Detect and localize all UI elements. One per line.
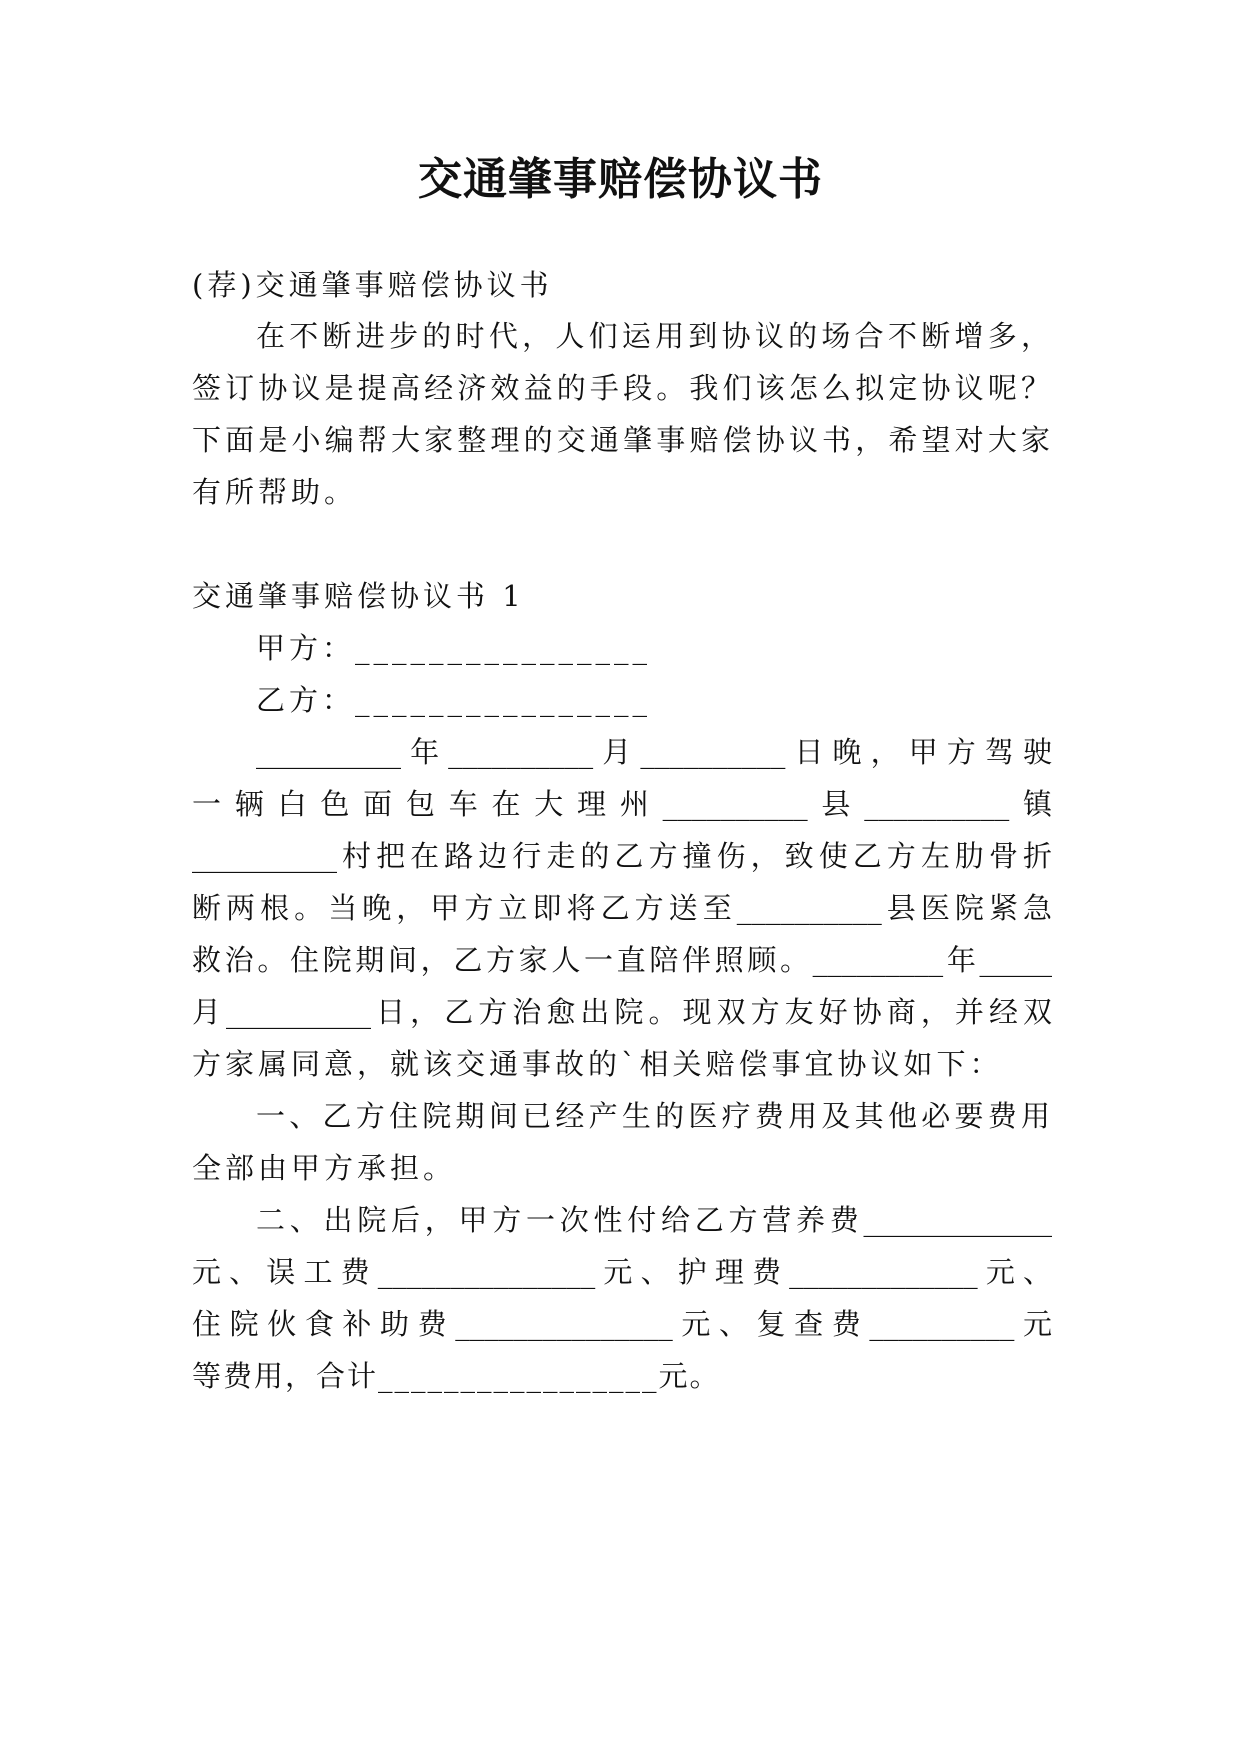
intro-paragraph-line-2: 签订协议是提高经济效益的手段。我们该怎么拟定协议呢？ [192,371,1052,405]
clause-1-line-2: 全部由甲方承担。 [192,1151,457,1185]
incident-paragraph-line-7: 方家属同意，就该交通事故的`相关赔偿事宜协议如下： [192,1047,1003,1081]
incident-paragraph-line-3: __________村把在路边行走的乙方撞伤，致使乙方左肋骨折 [192,839,1052,873]
section-heading: 交通肇事赔偿协议书 1 [192,579,525,613]
incident-paragraph-line-1: __________年__________月__________日晚，甲方驾驶 [256,735,1052,769]
document-title: 交通肇事赔偿协议书 [418,154,823,205]
recommended-heading: (荐)交通肇事赔偿协议书 [192,268,553,302]
incident-paragraph-line-6: 月__________日，乙方治愈出院。现双方友好协商，并经双 [192,995,1052,1029]
incident-paragraph-line-4: 断两根。当晚，甲方立即将乙方送至__________县医院紧急 [192,891,1052,925]
intro-paragraph-line-4: 有所帮助。 [192,475,358,509]
intro-paragraph-line-1: 在不断进步的时代，人们运用到协议的场合不断增多， [256,319,1052,353]
clause-2-line-3: 住院伙食补助费_______________元、复查费__________元 [192,1307,1052,1341]
intro-paragraph-line-3: 下面是小编帮大家整理的交通肇事赔偿协议书，希望对大家 [192,423,1052,457]
incident-paragraph-line-2: 一辆白色面包车在大理州__________县__________镇 [192,787,1052,821]
clause-2-line-1: 二、出院后，甲方一次性付给乙方营养费_____________ [256,1203,1052,1237]
party-a-line: 甲方：________________ [256,631,652,665]
party-b-line: 乙方：________________ [256,683,652,717]
clause-2-line-2: 元、误工费_______________元、护理费_____________元、 [192,1255,1052,1289]
clause-2-line-4: 等费用，合计_________________元。 [192,1359,721,1393]
clause-1-line-1: 一、乙方住院期间已经产生的医疗费用及其他必要费用 [256,1099,1052,1133]
incident-paragraph-line-5: 救治。住院期间，乙方家人一直陪伴照顾。_________年_____ [192,943,1052,977]
